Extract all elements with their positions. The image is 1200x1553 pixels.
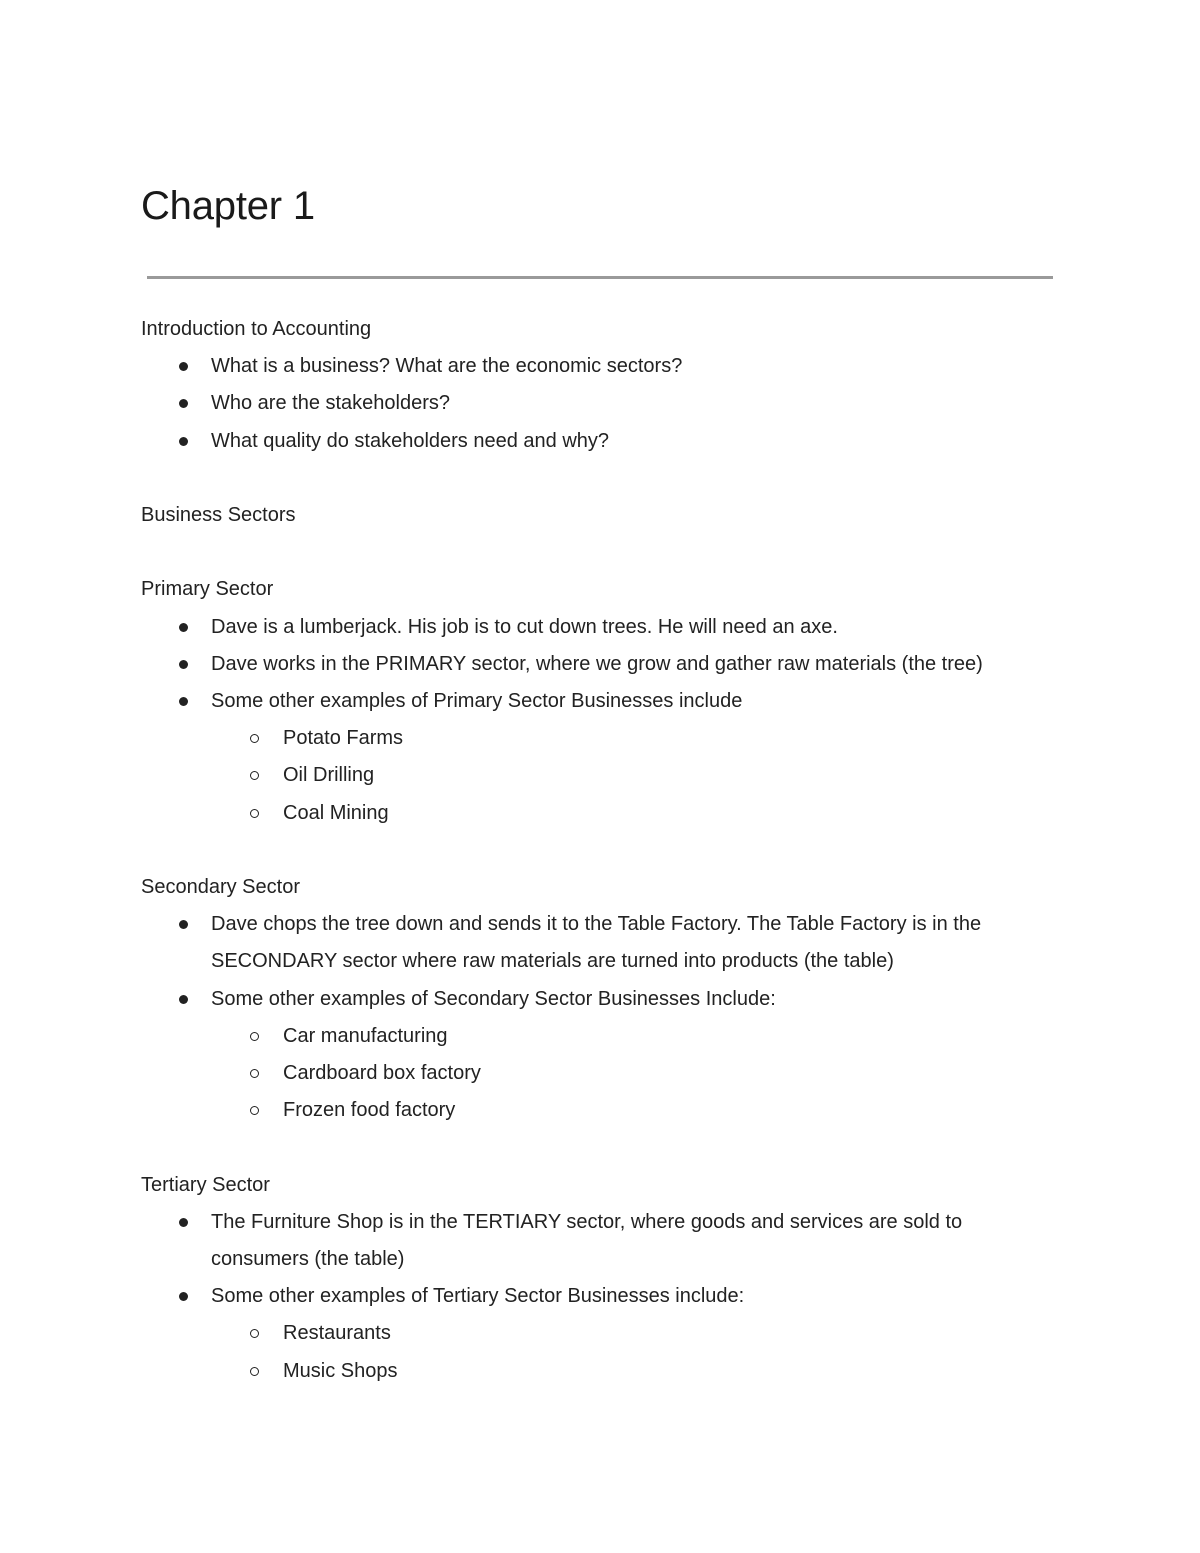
list-item xyxy=(141,646,1101,683)
list-item-text: Dave is a lumberjack. His job is to cut down trees. He will need an axe. xyxy=(211,615,838,638)
tertiary-examples-sublist xyxy=(141,1315,1101,1389)
bullet-icon xyxy=(179,399,188,408)
spacer xyxy=(141,534,1101,571)
list-item xyxy=(141,1278,1101,1315)
hollow-bullet-icon xyxy=(250,734,259,743)
bullet-icon xyxy=(179,1292,188,1301)
bullet-icon xyxy=(179,623,188,632)
sublist-item xyxy=(212,1018,1101,1055)
section-heading-secondary: Secondary Sector xyxy=(141,876,300,898)
sublist-item-text: Car manufacturing xyxy=(283,1024,448,1047)
sublist-item xyxy=(212,1092,1101,1129)
list-item xyxy=(141,981,1101,1018)
sublist-item-text: Cardboard box factory xyxy=(283,1062,481,1085)
list-item-text: The Furniture Shop is in the TERTIARY sector, where goods and services are sold to consumers (the table) xyxy=(211,1210,963,1271)
list-item-text: Dave works in the PRIMARY sector, where we grow and gather raw materials (the tree) xyxy=(211,652,983,675)
sublist-item-text: Potato Farms xyxy=(283,727,404,750)
sublist-item-text: Frozen food factory xyxy=(283,1099,456,1122)
primary-examples-sublist xyxy=(141,720,1101,832)
tertiary-sector-list xyxy=(141,1204,1101,1316)
spacer xyxy=(141,832,1101,869)
hollow-bullet-icon xyxy=(250,1329,259,1338)
list-item-text: Some other examples of Primary Sector Businesses include xyxy=(211,690,743,712)
introduction-list xyxy=(141,348,1101,460)
bullet-icon xyxy=(179,362,188,371)
list-item xyxy=(141,385,1101,422)
list-item xyxy=(141,683,1101,720)
list-item xyxy=(141,609,1101,646)
secondary-examples-sublist xyxy=(141,1018,1101,1130)
hollow-bullet-icon xyxy=(250,1106,259,1115)
list-item xyxy=(141,423,1101,460)
list-item xyxy=(141,1204,1101,1278)
bullet-icon xyxy=(179,437,188,446)
sublist-item xyxy=(212,757,1101,794)
bullet-icon xyxy=(179,697,188,706)
sublist-item xyxy=(212,1315,1101,1352)
document-body xyxy=(141,311,1101,1390)
section-heading-introduction: Introduction to Accounting xyxy=(141,318,372,340)
bullet-icon xyxy=(179,920,188,929)
section-heading-tertiary: Tertiary Sector xyxy=(141,1173,270,1196)
hollow-bullet-icon xyxy=(250,771,259,780)
sublist-item-text: Coal Mining xyxy=(283,801,389,824)
page-title: Chapter 1 xyxy=(141,184,315,228)
hollow-bullet-icon xyxy=(250,809,259,818)
secondary-sector-list xyxy=(141,906,1101,1018)
bullet-icon xyxy=(179,1218,188,1227)
sublist-item xyxy=(212,720,1101,757)
spacer xyxy=(141,1129,1101,1166)
hollow-bullet-icon xyxy=(250,1367,259,1376)
sublist-item xyxy=(212,1353,1101,1390)
hollow-bullet-icon xyxy=(250,1032,259,1041)
section-heading-business-sectors: Business Sectors xyxy=(141,504,296,526)
list-item-text: Who are the stakeholders? xyxy=(211,392,451,415)
list-item-text: Some other examples of Tertiary Sector Businesses include: xyxy=(211,1285,745,1308)
list-item xyxy=(141,906,1101,980)
sublist-item-text: Music Shops xyxy=(283,1359,398,1382)
spacer xyxy=(141,460,1101,497)
sublist-item xyxy=(212,1055,1101,1092)
list-item-text: What quality do stakeholders need and why? xyxy=(211,429,610,452)
hollow-bullet-icon xyxy=(250,1069,259,1078)
sublist-item xyxy=(212,795,1101,832)
section-heading-primary: Primary Sector xyxy=(141,578,274,601)
sublist-item-text: Oil Drilling xyxy=(283,764,375,787)
list-item xyxy=(141,348,1101,385)
sublist-item-text: Restaurants xyxy=(283,1322,391,1345)
list-item-text: What is a business? What are the economic sectors? xyxy=(211,355,683,378)
primary-sector-list xyxy=(141,609,1101,721)
title-divider xyxy=(147,276,1053,279)
bullet-icon xyxy=(179,660,188,669)
bullet-icon xyxy=(179,995,188,1004)
list-item-text: Dave chops the tree down and sends it to the Table Factory. The Table Factory is in the SECONDARY sector where raw materials are turned into products (the table) xyxy=(211,913,982,973)
list-item-text: Some other examples of Secondary Sector Businesses Include: xyxy=(211,987,776,1010)
